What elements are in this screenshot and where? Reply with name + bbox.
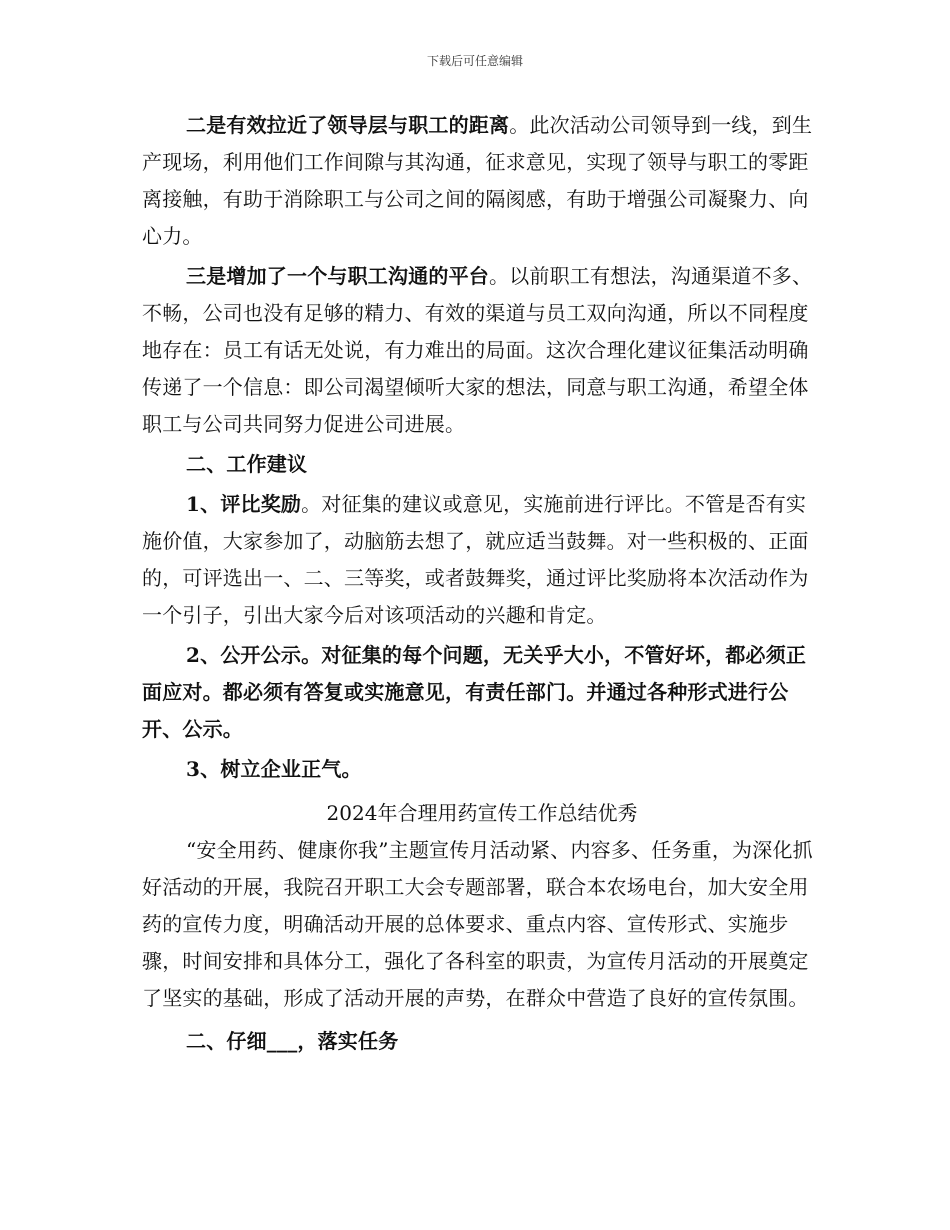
paragraph-lead: 三是增加了一个与职工沟通的平台 — [186, 264, 489, 288]
paragraph-lead: 1、评比奖励 — [186, 492, 302, 516]
paragraph-enterprise-spirit: 3、树立企业正气。 — [186, 757, 362, 781]
download-note: 下载后可任意编辑 — [426, 54, 523, 68]
paragraph-evaluation-reward — [142, 486, 822, 634]
paragraph-text: 。以前职工有想法，沟通渠道不多、不畅，公司也没有足够的精力、有效的渠道与员工双向沟通，所以不同程度地存在：员工有话无处说，有力难出的局面。这次合理化建议征集活动明确传递了一个信息：即公司渴望倾听大家的想法，同意与职工沟通，希望全体职工与公司共同努力促进公司进展。 — [142, 264, 813, 436]
paragraph-text: 。此次活动公司领导到一线，到生产现场，利用他们工作间隙与其沟通，征求意见，实现了领导与职工的零距离接触，有助于消除职工与公司之间的隔阂感，有助于增强公司凝聚力、向心力。 — [142, 113, 813, 248]
section-heading-implement-tasks: 二、仔细___，落实任务 — [186, 1029, 399, 1053]
paragraph-safe-medication-month: “安全用药、健康你我”主题宣传月活动紧、内容多、任务重，为深化抓好活动的开展，我院召开职工大会专题部署，联合本农场电台，加大安全用药的宣传力度，明确活动开展的总体要求、重点内容、宣传形式、实施步骤，时间安排和具体分工，强化了各科室的职责，为宣传月活动的开展奠定了坚实的基础，形成了活动开展的声势，在群众中营造了良好的宣传氛围。 — [142, 838, 813, 1010]
paragraph-leadership-distance — [142, 107, 822, 255]
paragraph-text: 。对征集的建议或意见，实施前进行评比。不管是否有实施价值，大家参加了，动脑筋去想了，就应适当鼓舞。对一些积极的、正面的，可评选出一、二、三等奖，或者鼓舞奖，通过评比奖励将本次活动作为一个引子，引出大家今后对该项活动的兴趣和肯定。 — [142, 492, 809, 627]
section-heading-work-suggestions: 二、工作建议 — [186, 452, 308, 476]
document-title: 2024年合理用药宣传工作总结优秀 — [326, 801, 638, 825]
document-body — [142, 107, 822, 1060]
paragraph-lead: 二是有效拉近了领导层与职工的距离 — [186, 113, 510, 137]
paragraph-communication-platform — [142, 258, 822, 443]
paragraph-public-announcement: 2、公开公示。对征集的每个问题，无关乎大小，不管好坏，都必须正面应对。都必须有答复或实施意见，有责任部门。并通过各种形式进行公开、公示。 — [142, 643, 807, 741]
